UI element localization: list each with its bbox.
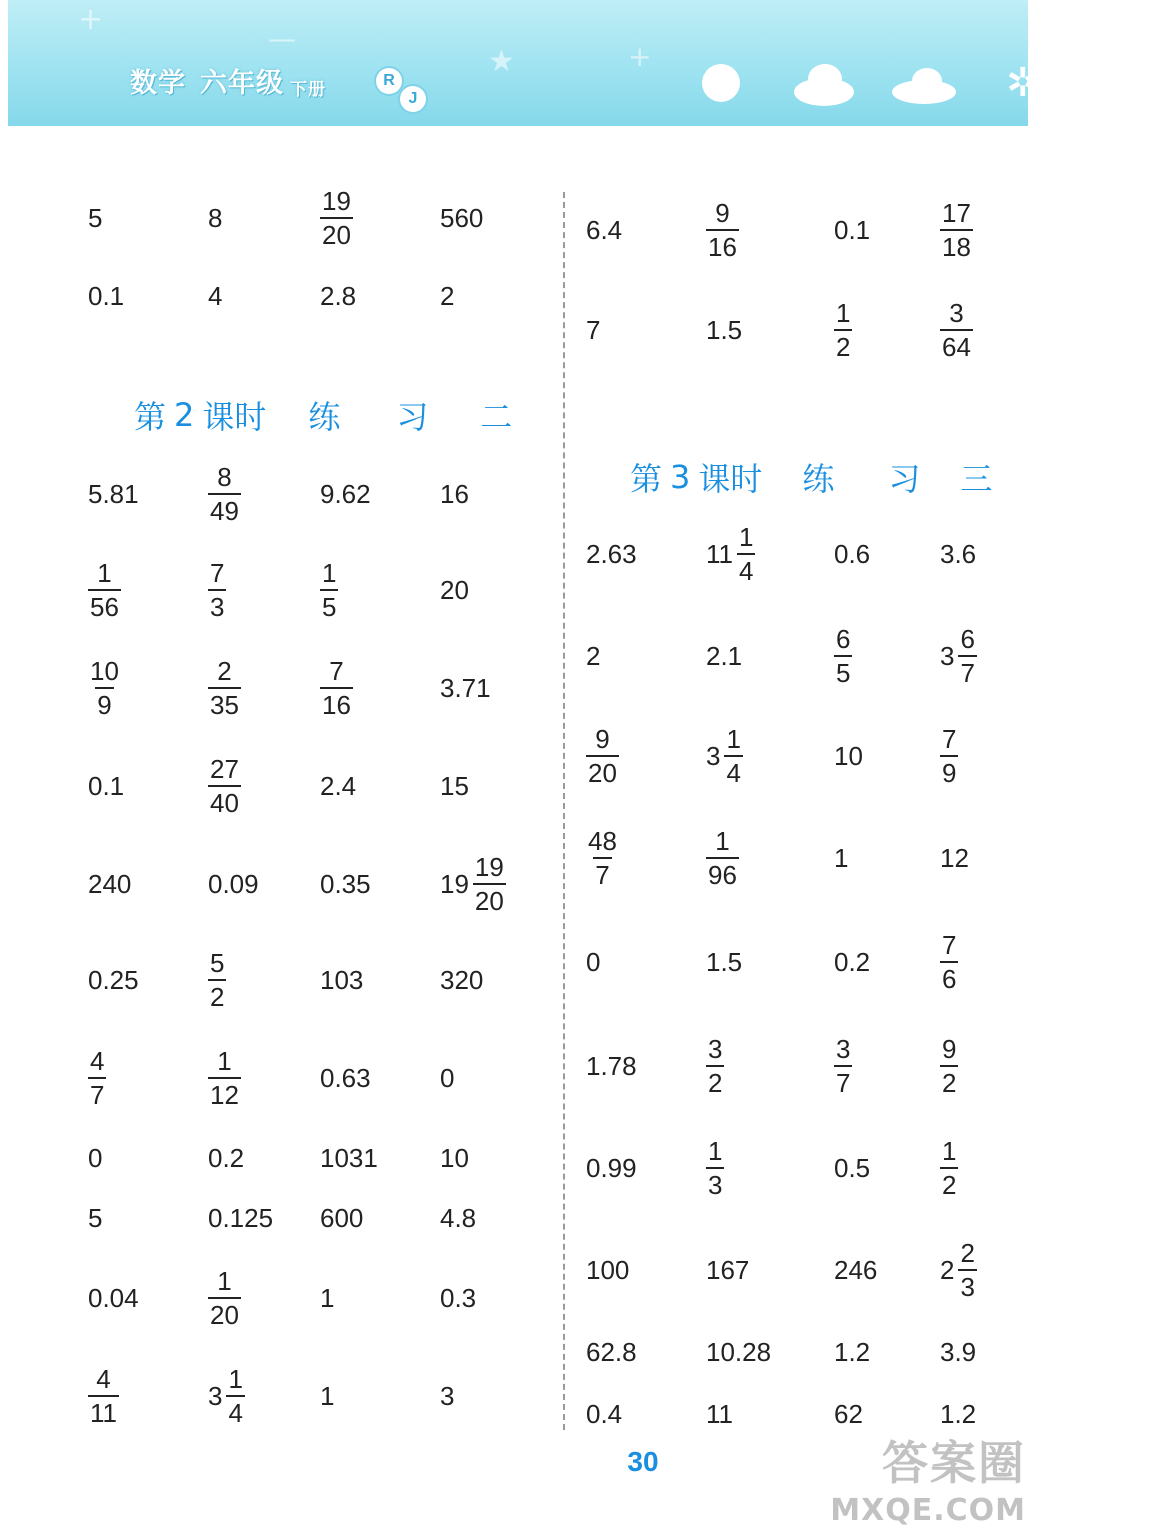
answer-cell-right: 1.2 (834, 1337, 871, 1367)
answer-cell-right (586, 828, 619, 888)
answer-cell-left: 2.4 (320, 771, 357, 801)
fraction (208, 1048, 241, 1108)
numerator: 8 (217, 462, 232, 492)
book-title (130, 60, 326, 100)
answer-cell-right: 1.78 (586, 1051, 637, 1081)
volume-label: 下册 (290, 80, 326, 100)
denominator: 20 (586, 755, 619, 786)
answer-cell-right: 1.5 (706, 947, 743, 977)
denominator: 20 (320, 217, 353, 248)
plus-decoration-icon: + (78, 2, 104, 37)
fraction (88, 560, 121, 620)
denominator: 64 (940, 329, 973, 360)
badge-j: J (400, 86, 426, 112)
answer-cell-left: 0.63 (320, 1063, 371, 1093)
snowflake-icon: ✲ (1006, 60, 1040, 106)
answer-cell-right: 1.2 (940, 1399, 977, 1429)
numerator: 1 (322, 558, 337, 588)
numerator: 9 (942, 1034, 957, 1064)
fraction (940, 1138, 958, 1198)
answer-cell-right (940, 300, 973, 360)
denominator: 5 (834, 655, 852, 686)
plus-decoration-icon: + (628, 40, 652, 73)
answer-cell-right (834, 1036, 852, 1096)
fraction (834, 1036, 852, 1096)
answer-cell-left (88, 1048, 106, 1108)
fraction (88, 1366, 119, 1426)
answer-cell-right (940, 1036, 958, 1096)
denominator: 40 (208, 785, 241, 816)
fraction (706, 828, 739, 888)
denominator: 4 (226, 1395, 244, 1426)
answer-cell-left (208, 756, 241, 816)
fraction (208, 560, 226, 620)
denominator: 7 (593, 857, 611, 888)
answer-cell-left: 0.1 (88, 281, 125, 311)
fraction (940, 726, 958, 786)
answer-cell-left: 0.04 (88, 1283, 139, 1313)
fraction (737, 524, 755, 584)
answer-cell-right: 0.2 (834, 947, 871, 977)
fraction (208, 950, 226, 1010)
whole-part: 3 (940, 641, 955, 671)
answer-cell-right (940, 1240, 977, 1300)
answer-cell-right: 62.8 (586, 1337, 637, 1367)
answer-cell-right: 2.63 (586, 539, 637, 569)
fraction (586, 828, 619, 888)
section-title-2: 第 2 课时 练 习 二 (134, 396, 513, 436)
header-banner (8, 0, 1040, 126)
numerator: 1 (726, 724, 741, 754)
star-decoration-icon: ★ (488, 44, 515, 79)
answer-cell-left (208, 658, 241, 718)
denominator: 2 (940, 1167, 958, 1198)
answer-cell-right: 12 (940, 843, 969, 873)
answer-cell-left: 0.35 (320, 869, 371, 899)
whole-part: 19 (440, 869, 469, 899)
denominator: 2 (940, 1065, 958, 1096)
numerator: 3 (708, 1034, 723, 1064)
answer-cell-left (88, 1366, 119, 1426)
answer-cell-right: 7 (586, 315, 601, 345)
numerator: 1 (715, 826, 730, 856)
answer-cell-left: 560 (440, 203, 484, 233)
numerator: 2 (960, 1238, 975, 1268)
denominator: 5 (320, 589, 338, 620)
numerator: 19 (322, 186, 351, 216)
fraction (208, 756, 241, 816)
fraction (724, 726, 742, 786)
fraction (208, 1268, 241, 1328)
numerator: 7 (942, 724, 957, 754)
dash-decoration-icon: — (268, 22, 296, 55)
fraction (473, 854, 506, 914)
answer-cell-right (706, 1138, 724, 1198)
whole-part: 11 (706, 539, 733, 569)
page-number: 30 (627, 1446, 659, 1477)
numerator: 1 (228, 1364, 243, 1394)
answer-cell-right (834, 300, 852, 360)
fraction (208, 464, 241, 524)
numerator: 19 (474, 852, 504, 882)
answer-cell-right: 6.4 (586, 215, 623, 245)
answer-cell-left: 2.8 (320, 281, 357, 311)
numerator: 2 (217, 656, 232, 686)
answer-cell-left: 5 (88, 203, 103, 233)
numerator: 48 (588, 826, 617, 856)
answer-cell-left: 0 (88, 1143, 103, 1173)
numerator: 3 (949, 298, 964, 328)
answer-cell-right (706, 828, 739, 888)
fraction (834, 300, 852, 360)
fraction (706, 1036, 724, 1096)
watermark: 答案圈 MXQE.COM (830, 1436, 1026, 1528)
denominator: 49 (208, 493, 241, 524)
answer-cell-left (208, 950, 226, 1010)
numerator: 1 (942, 1136, 957, 1166)
answer-cell-left (208, 1366, 245, 1426)
numerator: 1 (97, 558, 112, 588)
answer-cell-right: 2 (586, 641, 601, 671)
section-title-3: 第 3 课时 练 习 三 (630, 458, 993, 498)
answer-cell-left (208, 1268, 241, 1328)
fraction (320, 560, 338, 620)
answer-cell-right: 3.9 (940, 1337, 977, 1367)
answer-cell-right: 0.4 (586, 1399, 623, 1429)
numerator: 4 (90, 1046, 105, 1076)
fraction (320, 658, 353, 718)
answer-cell-right (834, 626, 852, 686)
answer-cell-left: 240 (88, 869, 132, 899)
numerator: 1 (217, 1046, 232, 1076)
badge-r: R (376, 68, 402, 94)
numerator: 5 (210, 948, 225, 978)
fraction (940, 932, 958, 992)
answer-cell-left: 0.1 (88, 771, 125, 801)
answer-cell-right (940, 200, 973, 260)
answer-cell-left: 5 (88, 1203, 103, 1233)
answer-cell-left: 0.25 (88, 965, 139, 995)
answer-cell-right: 11 (706, 1399, 733, 1429)
fraction (958, 1240, 976, 1300)
answer-cell-right (706, 524, 755, 584)
fraction (320, 188, 353, 248)
denominator: 16 (706, 229, 739, 260)
fraction (208, 658, 241, 718)
denominator: 56 (88, 589, 121, 620)
numerator: 7 (942, 930, 957, 960)
numerator: 9 (595, 724, 610, 754)
answer-cell-right: 2.1 (706, 641, 743, 671)
whole-part: 3 (208, 1381, 223, 1411)
answer-cell-right: 62 (834, 1399, 863, 1429)
fraction (706, 200, 739, 260)
answer-cell-left: 4 (208, 281, 223, 311)
sun-icon (702, 64, 740, 102)
denominator: 7 (958, 655, 976, 686)
fraction (958, 626, 976, 686)
denominator: 96 (706, 857, 739, 888)
answer-cell-left: 3 (440, 1381, 455, 1411)
denominator: 35 (208, 687, 241, 718)
answer-cell-left: 0.09 (208, 869, 259, 899)
denominator: 9 (95, 687, 113, 718)
numerator: 17 (942, 198, 971, 228)
answer-cell-left: 320 (440, 965, 484, 995)
denominator: 6 (940, 961, 958, 992)
subject-label: 数学 (130, 68, 186, 99)
fraction (940, 200, 973, 260)
denominator: 12 (208, 1077, 241, 1108)
fraction (226, 1366, 244, 1426)
numerator: 1 (739, 522, 754, 552)
answer-cell-left (208, 464, 241, 524)
denominator: 3 (706, 1167, 724, 1198)
fraction (706, 1138, 724, 1198)
numerator: 1 (836, 298, 851, 328)
answer-cell-right (940, 1138, 958, 1198)
answer-cell-left (320, 560, 338, 620)
answer-cell-left: 1 (320, 1381, 335, 1411)
numerator: 9 (715, 198, 730, 228)
answer-cell-left: 0 (440, 1063, 455, 1093)
answer-cell-right (706, 200, 739, 260)
answer-cell-left (320, 658, 353, 718)
answer-cell-right (940, 932, 958, 992)
answer-cell-right (940, 626, 977, 686)
answer-cell-right (940, 726, 958, 786)
denominator: 7 (834, 1065, 852, 1096)
denominator: 4 (737, 553, 755, 584)
numerator: 3 (836, 1034, 851, 1064)
answer-cell-left: 9.62 (320, 479, 371, 509)
answer-cell-left: 1031 (320, 1143, 378, 1173)
answer-cell-left: 10 (440, 1143, 469, 1173)
answer-cell-left: 16 (440, 479, 469, 509)
answer-cell-right: 0.1 (834, 215, 871, 245)
numerator: 1 (217, 1266, 232, 1296)
answer-cell-left (440, 854, 506, 914)
answer-cell-left (320, 188, 353, 248)
answer-cell-right: 3.6 (940, 539, 977, 569)
answer-cell-right: 1.5 (706, 315, 743, 345)
answer-cell-left: 5.81 (88, 479, 139, 509)
whole-part: 2 (940, 1255, 955, 1285)
numerator: 7 (329, 656, 344, 686)
answer-cell-left: 103 (320, 965, 364, 995)
numerator: 6 (836, 624, 851, 654)
fraction (940, 1036, 958, 1096)
fraction (88, 1048, 106, 1108)
denominator: 20 (473, 883, 506, 914)
answer-cell-right (706, 726, 743, 786)
denominator: 9 (940, 755, 958, 786)
numerator: 1 (708, 1136, 723, 1166)
answer-cell-left: 8 (208, 203, 223, 233)
fraction (88, 658, 121, 718)
answer-cell-left: 0.125 (208, 1203, 274, 1233)
fraction (834, 626, 852, 686)
denominator: 16 (320, 687, 353, 718)
answer-cell-right: 0.5 (834, 1153, 871, 1183)
answer-cell-left (208, 1048, 241, 1108)
numerator: 27 (210, 754, 239, 784)
answer-cell-right: 10 (834, 741, 863, 771)
answer-cell-right (586, 726, 619, 786)
denominator: 2 (706, 1065, 724, 1096)
answer-cell-left: 0.2 (208, 1143, 245, 1173)
denominator: 7 (88, 1077, 106, 1108)
answer-cell-right: 246 (834, 1255, 878, 1285)
answer-cell-left (88, 560, 121, 620)
answer-cell-left (208, 560, 226, 620)
numerator: 4 (96, 1364, 111, 1394)
answer-cell-right: 167 (706, 1255, 750, 1285)
answer-cell-right: 10.28 (706, 1337, 772, 1367)
denominator: 11 (88, 1395, 119, 1426)
answer-cell-left: 4.8 (440, 1203, 477, 1233)
denominator: 20 (208, 1297, 241, 1328)
answer-cell-left: 3.71 (440, 673, 491, 703)
answer-cell-left (88, 658, 121, 718)
answer-cell-left: 15 (440, 771, 469, 801)
whole-part: 3 (706, 741, 721, 771)
answer-cell-right (706, 1036, 724, 1096)
denominator: 18 (940, 229, 973, 260)
answer-cell-left: 2 (440, 281, 455, 311)
numerator: 10 (90, 656, 119, 686)
answer-cell-left: 0.3 (440, 1283, 477, 1313)
grade-label: 六年级 (200, 68, 284, 99)
denominator: 3 (208, 589, 226, 620)
answer-cell-right: 100 (586, 1255, 630, 1285)
fraction (586, 726, 619, 786)
numerator: 6 (960, 624, 975, 654)
denominator: 3 (958, 1269, 976, 1300)
answer-cell-left: 600 (320, 1203, 364, 1233)
denominator: 2 (834, 329, 852, 360)
denominator: 4 (724, 755, 742, 786)
answer-cell-left: 1 (320, 1283, 335, 1313)
numerator: 7 (210, 558, 225, 588)
answer-cell-right: 0 (586, 947, 601, 977)
fraction (940, 300, 973, 360)
answer-cell-right: 1 (834, 843, 849, 873)
answer-cell-left: 20 (440, 575, 469, 605)
answer-cell-right: 0.6 (834, 539, 871, 569)
column-divider (563, 192, 565, 1430)
answer-cell-right: 0.99 (586, 1153, 637, 1183)
denominator: 2 (208, 979, 226, 1010)
